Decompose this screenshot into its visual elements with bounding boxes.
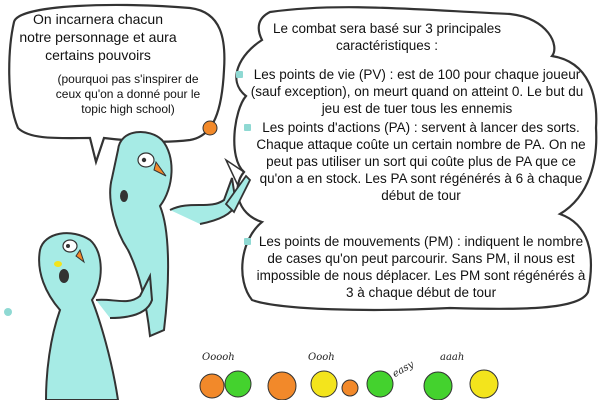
left-bubble-aside-text: (pourquoi pas s'inspirer de ceux qu'on a donné pour le topic high school)	[55, 72, 201, 116]
left-bubble-main-text: On incarnera chacun notre personnage et aura certains pouvoirs	[19, 11, 177, 63]
crowd-word: easy	[390, 359, 416, 380]
bullet-pv	[236, 71, 243, 78]
right-bubble-intro: Le combat sera basé sur 3 principales caractéristiques :	[272, 21, 502, 53]
creature-orange-1	[200, 374, 224, 398]
decor-dot	[4, 308, 12, 316]
crowd-word: aaah	[440, 352, 465, 363]
creature-orange-2	[268, 372, 296, 400]
stat-pa-text: Les points d'actions (PA) : servent à lancer des sorts. Chaque attaque coûte un certain nombre de PA. On ne peut pas utiliser un sort qui coûte plus de PA que ce qu'on a en stock. Les PA sont régénérés à 6 à chaque début de tour	[256, 120, 586, 203]
crowd-word: Ooooh	[202, 352, 235, 363]
crowd-word: Oooh	[308, 352, 335, 363]
creature-green-2	[367, 371, 393, 397]
creature-orange-3	[342, 380, 358, 396]
decor-dot	[203, 121, 217, 135]
crowd	[200, 370, 498, 400]
bullet-pm	[244, 238, 251, 245]
stat-pv-text: Les points de vie (PV) : est de 100 pour chaque joueur (sauf exception), on meurt quand on atteint 0. Le but du jeu est de tuer tous les ennemis	[250, 67, 584, 116]
creature-yellow-2	[470, 370, 498, 398]
creature-green-1	[225, 371, 251, 397]
bullet-pa	[244, 124, 251, 131]
creature-green-3	[424, 372, 452, 400]
stat-pm-text: Les points de mouvements (PM) : indiquent le nombre de cases qu'on peut parcourir. Sans PM, il nous est impossible de nous déplacer. Les PM sont régénérés à 3 à chaque début de tour	[256, 234, 586, 300]
creature-yellow-1	[311, 371, 337, 397]
